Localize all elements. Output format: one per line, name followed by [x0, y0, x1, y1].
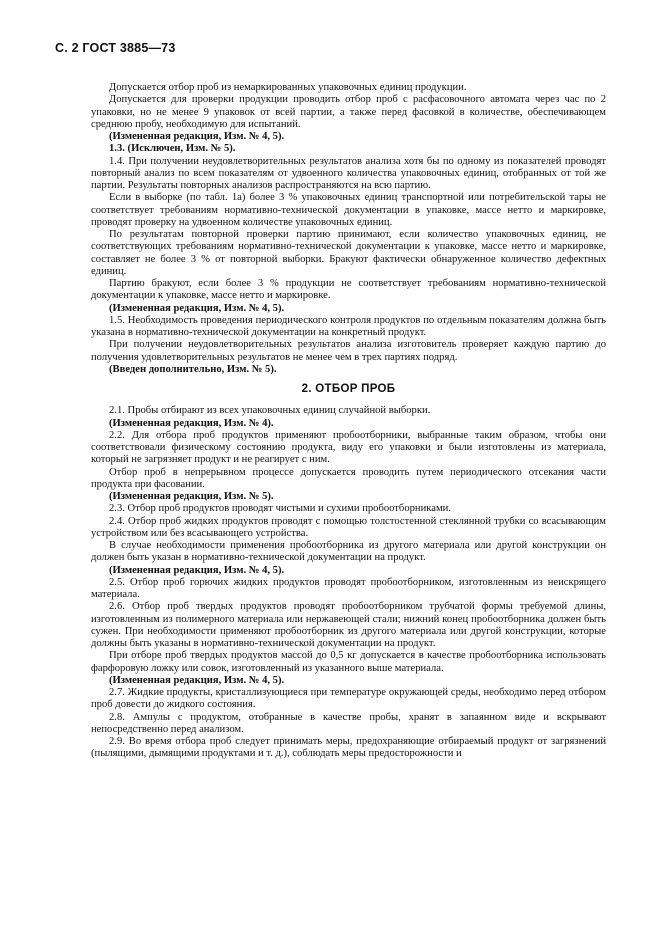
paragraph: Допускается для проверки продукции проводить отбор проб с расфасовочного автомата через час по 2 упаковки, но не менее 9 упаковок от всей партии, а также перед фасовкой в количестве, обеспечивающем среднюю пробу, необходимую для испытаний. [91, 94, 606, 130]
document-body [91, 82, 606, 761]
paragraph: Если в выборке (по табл. 1а) более 3 % упаковочных единиц транспортной или потребительской тары не соответствует требованиям нормативно-технической документации в упаковке, массе нетто и маркировке, проводят проверку на удвоенном количестве упаковочных единиц. [91, 192, 606, 228]
clause-2-4: 2.4. Отбор проб жидких продуктов проводят с помощью толстостенной стеклянной трубки со всасывающим устройством или без всасывающего устройства. [91, 515, 606, 539]
paragraph: Допускается отбор проб из немаркированных упаковочных единиц продукции. [109, 82, 467, 93]
clause-1-4: 1.4. При получении неудовлетворительных результатов анализа хотя бы по одному из показателей проводят повторный анализ по всем показателям от удвоенного количества упаковочных единиц, отобранных от той же партии. Результаты повторных анализов распространяются на всю партию. [91, 155, 606, 191]
clause-2-8: 2.8. Ампулы с продуктом, отобранные в качестве пробы, хранят в запаянном виде и вскрывают непосредственно перед анализом. [91, 711, 606, 735]
page-header: С. 2 ГОСТ 3885—73 [55, 41, 176, 55]
amendment-note: (Измененная редакция, Изм. № 4, 5). [109, 131, 285, 142]
clause-2-9: 2.9. Во время отбора проб следует принимать меры, предохраняющие отбираемый продукт от загрязнений (пылящими, дымящими продуктами и т. д.), соблюдать меры предосторожности и [91, 736, 606, 760]
paragraph: По результатам повторной проверки партию принимают, если количество упаковочных единиц, не соответствующих требованиям нормативно-технической документации к упаковке, массе нетто и маркировке, составляет не более 3 % от повторной выборки. Бракуют фактически обнаруженное количество дефектных единиц. [91, 229, 606, 277]
amendment-note: (Измененная редакция, Изм. № 4, 5). [109, 674, 285, 686]
amendment-note: (Измененная редакция, Изм. № 5). [109, 491, 274, 502]
paragraph: При отборе проб твердых продуктов массой до 0,5 кг допускается в качестве пробоотборника использовать фарфоровую ложку или совок, изготовленный из указанного выше материала. [91, 650, 606, 674]
amendment-note: (Измененная редакция, Изм. № 4). [109, 417, 274, 429]
amendment-note: (Измененная редакция, Изм. № 4, 5). [109, 302, 285, 314]
amendment-note: (Введен дополнительно, Изм. № 5). [109, 363, 277, 375]
clause-2-2: 2.2. Для отбора проб продуктов применяют пробоотборники, выбранные таким образом, чтобы они соответствовали физическому состоянию продукта, виду его упаковки и были изготовлены из материала, который не загрязняет продукт и не реагирует с ним. [91, 429, 606, 466]
paragraph: В случае необходимости применения пробоотборника из другого материала или другой конструкции он должен быть указан в нормативно-технической документации на продукт. [91, 540, 606, 564]
clause-2-6: 2.6. Отбор проб твердых продуктов проводят пробоотборником трубчатой формы требуемой длины, изготовленным из полимерного материала или нержавеющей стали; нижний конец пробоотборника должен быть сужен. При необходимости применяют пробоотборник из другого материала или другой конструкции, которые должны быть указаны в нормативно-технической документации на продукт. [91, 601, 606, 649]
clause-2-1: 2.1. Пробы отбирают из всех упаковочных единиц случайной выборки. [109, 405, 431, 417]
clause-2-5: 2.5. Отбор проб горючих жидких продуктов проводят пробоотборником, изготовленным из неискрящего материала. [91, 576, 606, 600]
clause-2-3: 2.3. Отбор проб продуктов проводят чистыми и сухими пробоотборниками. [109, 503, 451, 515]
clause-1-5: 1.5. Необходимость проведения периодического контроля продуктов по отдельным показателям должна быть указана в нормативно-технической документации на конкретный продукт. [91, 314, 606, 338]
section-title: 2. ОТБОР ПРОБ [301, 383, 396, 395]
amendment-note: (Измененная редакция, Изм. № 4, 5). [109, 564, 285, 576]
clause-1-3: 1.3. (Исключен, Изм. № 5). [109, 143, 236, 155]
clause-2-7: 2.7. Жидкие продукты, кристаллизующиеся при температуре окружающей среды, необходимо перед отбором проб довести до жидкого состояния. [91, 687, 606, 711]
paragraph: Партию бракуют, если более 3 % продукции не соответствует требованиям нормативно-технической документации к упаковке, массе нетто и маркировке. [91, 278, 606, 302]
paragraph: Отбор проб в непрерывном процессе допускается проводить путем периодического отсекания части продукта при фасовании. [91, 466, 606, 490]
paragraph: При получении неудовлетворительных результатов анализа изготовитель проверяет каждую партию до получения удовлетворительных результатов не менее чем в трех партиях подряд. [91, 339, 606, 363]
